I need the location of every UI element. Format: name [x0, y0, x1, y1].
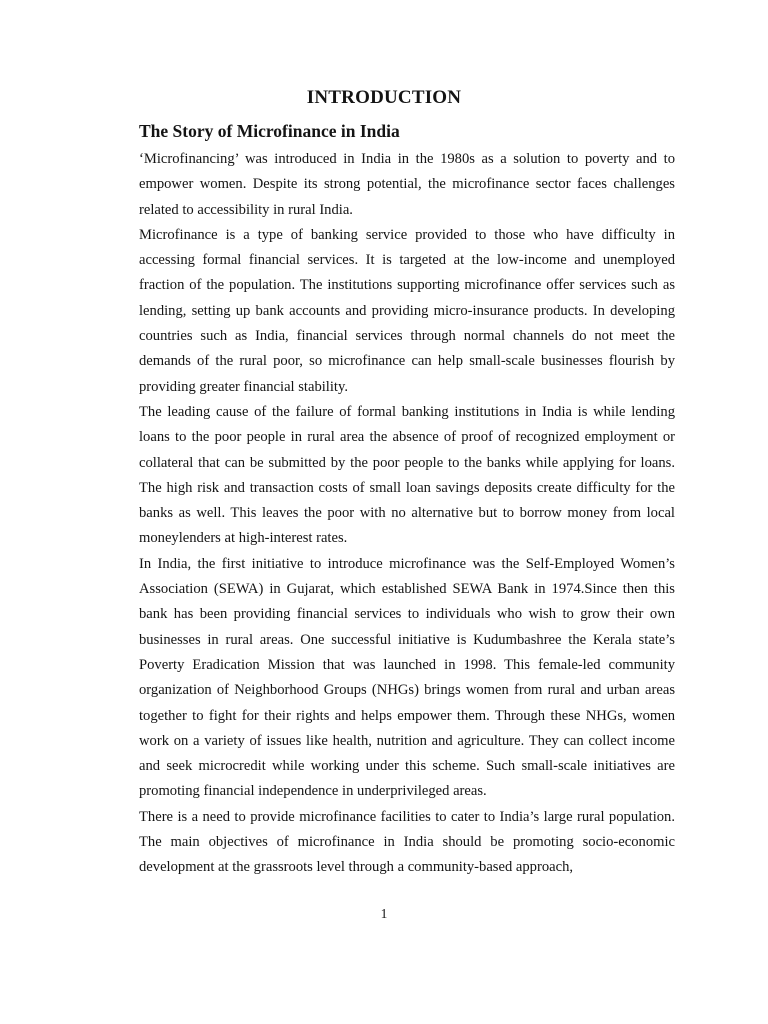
- section-subtitle: The Story of Microfinance in India: [139, 121, 400, 141]
- paragraph: There is a need to provide microfinance facilities to cater to India’s large rural population. The main objectives of microfinance in India should be promoting socio-economic development at the grassroots level through a community-based approach,: [139, 808, 675, 876]
- page-number: 1: [380, 906, 388, 921]
- page-title: INTRODUCTION: [306, 87, 462, 108]
- paragraph: The leading cause of the failure of formal banking institutions in India is while lending loans to the poor people in rural area the absence of proof of recognized employment or collateral that can be submitted by the poor people to the banks while applying for loans. The high risk and transaction costs of small loan savings deposits create difficulty for the banks as well. This leaves the poor with no alternative but to borrow money from local moneylenders at high-interest rates.: [139, 403, 675, 547]
- body-text: [139, 147, 675, 881]
- paragraph: In India, the first initiative to introduce microfinance was the Self-Employed Women’s Association (SEWA) in Gujarat, which established SEWA Bank in 1974.Since then this bank has been providing financial services to individuals who wish to grow their own businesses in rural areas. One successful initiative is Kudumbashree the Kerala state’s Poverty Eradication Mission that was launched in 1998. This female-led community organization of Neighborhood Groups (NHGs) brings women from rural and urban areas together to fight for their rights and helps empower them. Through these NHGs, women work on a variety of issues like health, nutrition and agriculture. They can collect income and seek microcredit while working under this scheme. Such small-scale initiatives are promoting financial independence in underprivileged areas.: [139, 555, 675, 800]
- paragraph: Microfinance is a type of banking service provided to those who have difficulty in accessing formal financial services. It is targeted at the low-income and unemployed fraction of the population. The institutions supporting microfinance offer services such as lending, setting up bank accounts and providing micro-insurance products. In developing countries such as India, financial services through normal channels do not meet the demands of the rural poor, so microfinance can help small-scale businesses flourish by providing greater financial stability.: [139, 226, 675, 395]
- paragraph: ‘Microfinancing’ was introduced in India in the 1980s as a solution to poverty and to empower women. Despite its strong potential, the microfinance sector faces challenges related to accessibility in rural India.: [139, 151, 675, 218]
